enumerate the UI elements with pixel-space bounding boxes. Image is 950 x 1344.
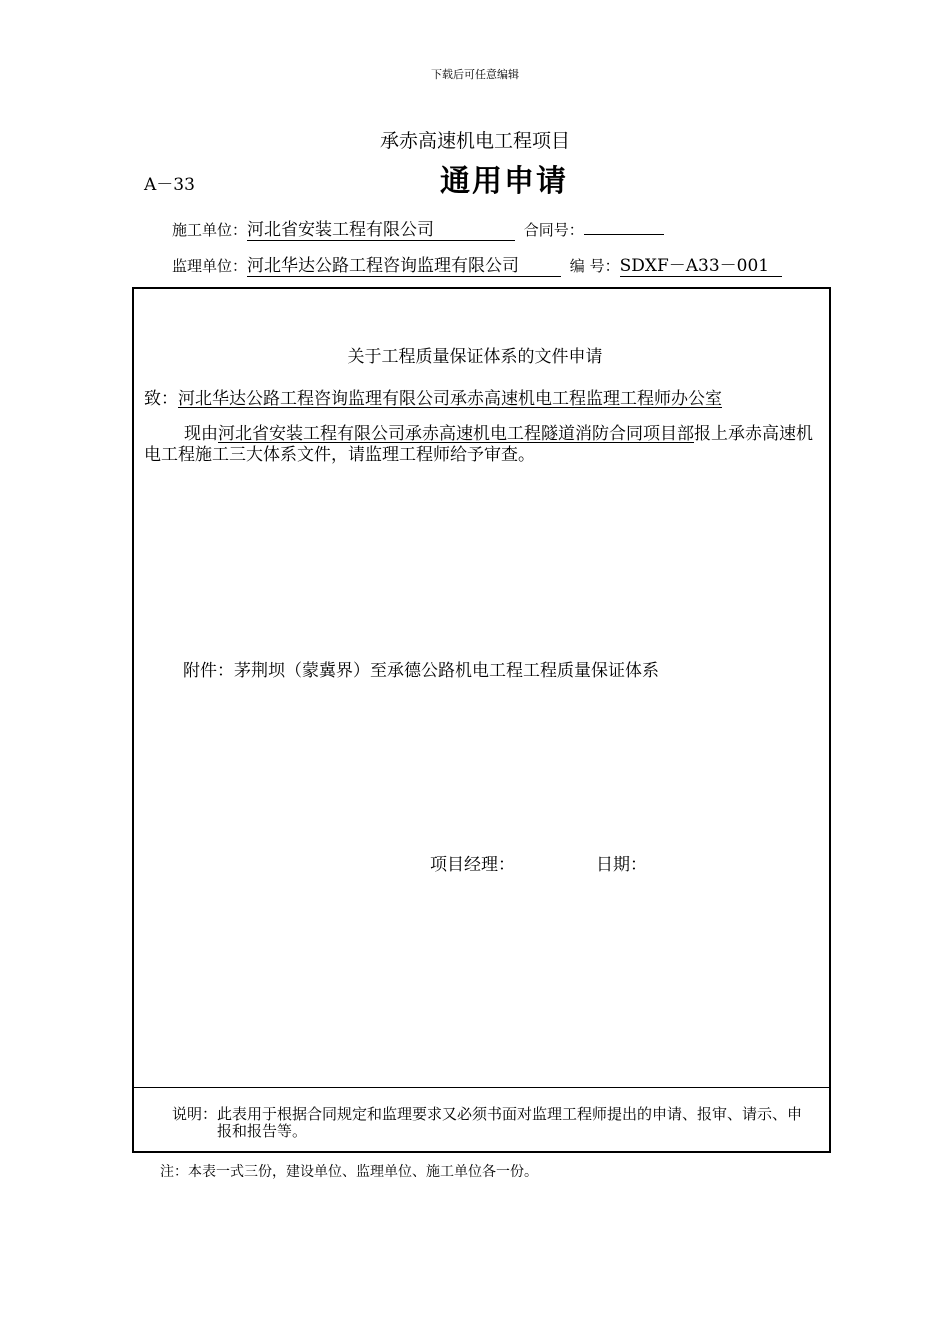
addressee bbox=[144, 384, 722, 409]
supervisor-label: 监理单位： bbox=[172, 257, 248, 275]
form-code: A－33 bbox=[144, 175, 195, 195]
manager-label: 项目经理： bbox=[430, 855, 515, 875]
project-title: 承赤高速机电工程项目 bbox=[379, 130, 570, 152]
supervisor-row bbox=[172, 255, 782, 277]
inside-note-label: 说明： bbox=[172, 1105, 218, 1123]
outside-note: 注：本表一式三份，建设单位、监理单位、施工单位各一份。 bbox=[160, 1164, 538, 1180]
serial-label: 编 号： bbox=[569, 257, 620, 275]
inside-note bbox=[172, 1106, 812, 1140]
form-title: 通用申请 bbox=[440, 164, 568, 199]
contractor-label: 施工单位： bbox=[172, 221, 248, 239]
serial-value: SDXF－A33－001 bbox=[620, 256, 782, 277]
request-paragraph bbox=[144, 424, 824, 466]
contractor-row bbox=[172, 219, 664, 241]
contract-no-label: 合同号： bbox=[523, 221, 584, 239]
contract-no-value bbox=[584, 234, 664, 235]
inside-note-text: 此表用于根据合同规定和监理要求又必须书面对监理工程师提出的申请、报审、请示、申报和报告等。 bbox=[217, 1105, 803, 1140]
para-rest: 报上承赤高速机电工程施工三大体系文件，请监理工程师给予审查。 bbox=[144, 424, 813, 465]
top-note: 下载后可任意编辑 bbox=[431, 68, 519, 81]
form-box bbox=[132, 287, 831, 1153]
box-divider bbox=[134, 1087, 829, 1088]
contractor-value: 河北省安装工程有限公司 bbox=[247, 220, 515, 241]
attachment: 附件：茅荆坝（蒙冀界）至承德公路机电工程工程质量保证体系 bbox=[183, 661, 659, 681]
para-prefix: 现由 bbox=[184, 424, 218, 444]
to-label: 致： bbox=[144, 389, 178, 409]
date-label: 日期： bbox=[596, 855, 647, 875]
para-dept: 河北省安装工程有限公司承赤高速机电工程隧道消防合同项目部 bbox=[218, 424, 694, 444]
supervisor-value: 河北华达公路工程咨询监理有限公司 bbox=[247, 256, 561, 277]
doc-title: 关于工程质量保证体系的文件申请 bbox=[347, 347, 603, 367]
to-value: 河北华达公路工程咨询监理有限公司承赤高速机电工程监理工程师办公室 bbox=[178, 389, 722, 409]
